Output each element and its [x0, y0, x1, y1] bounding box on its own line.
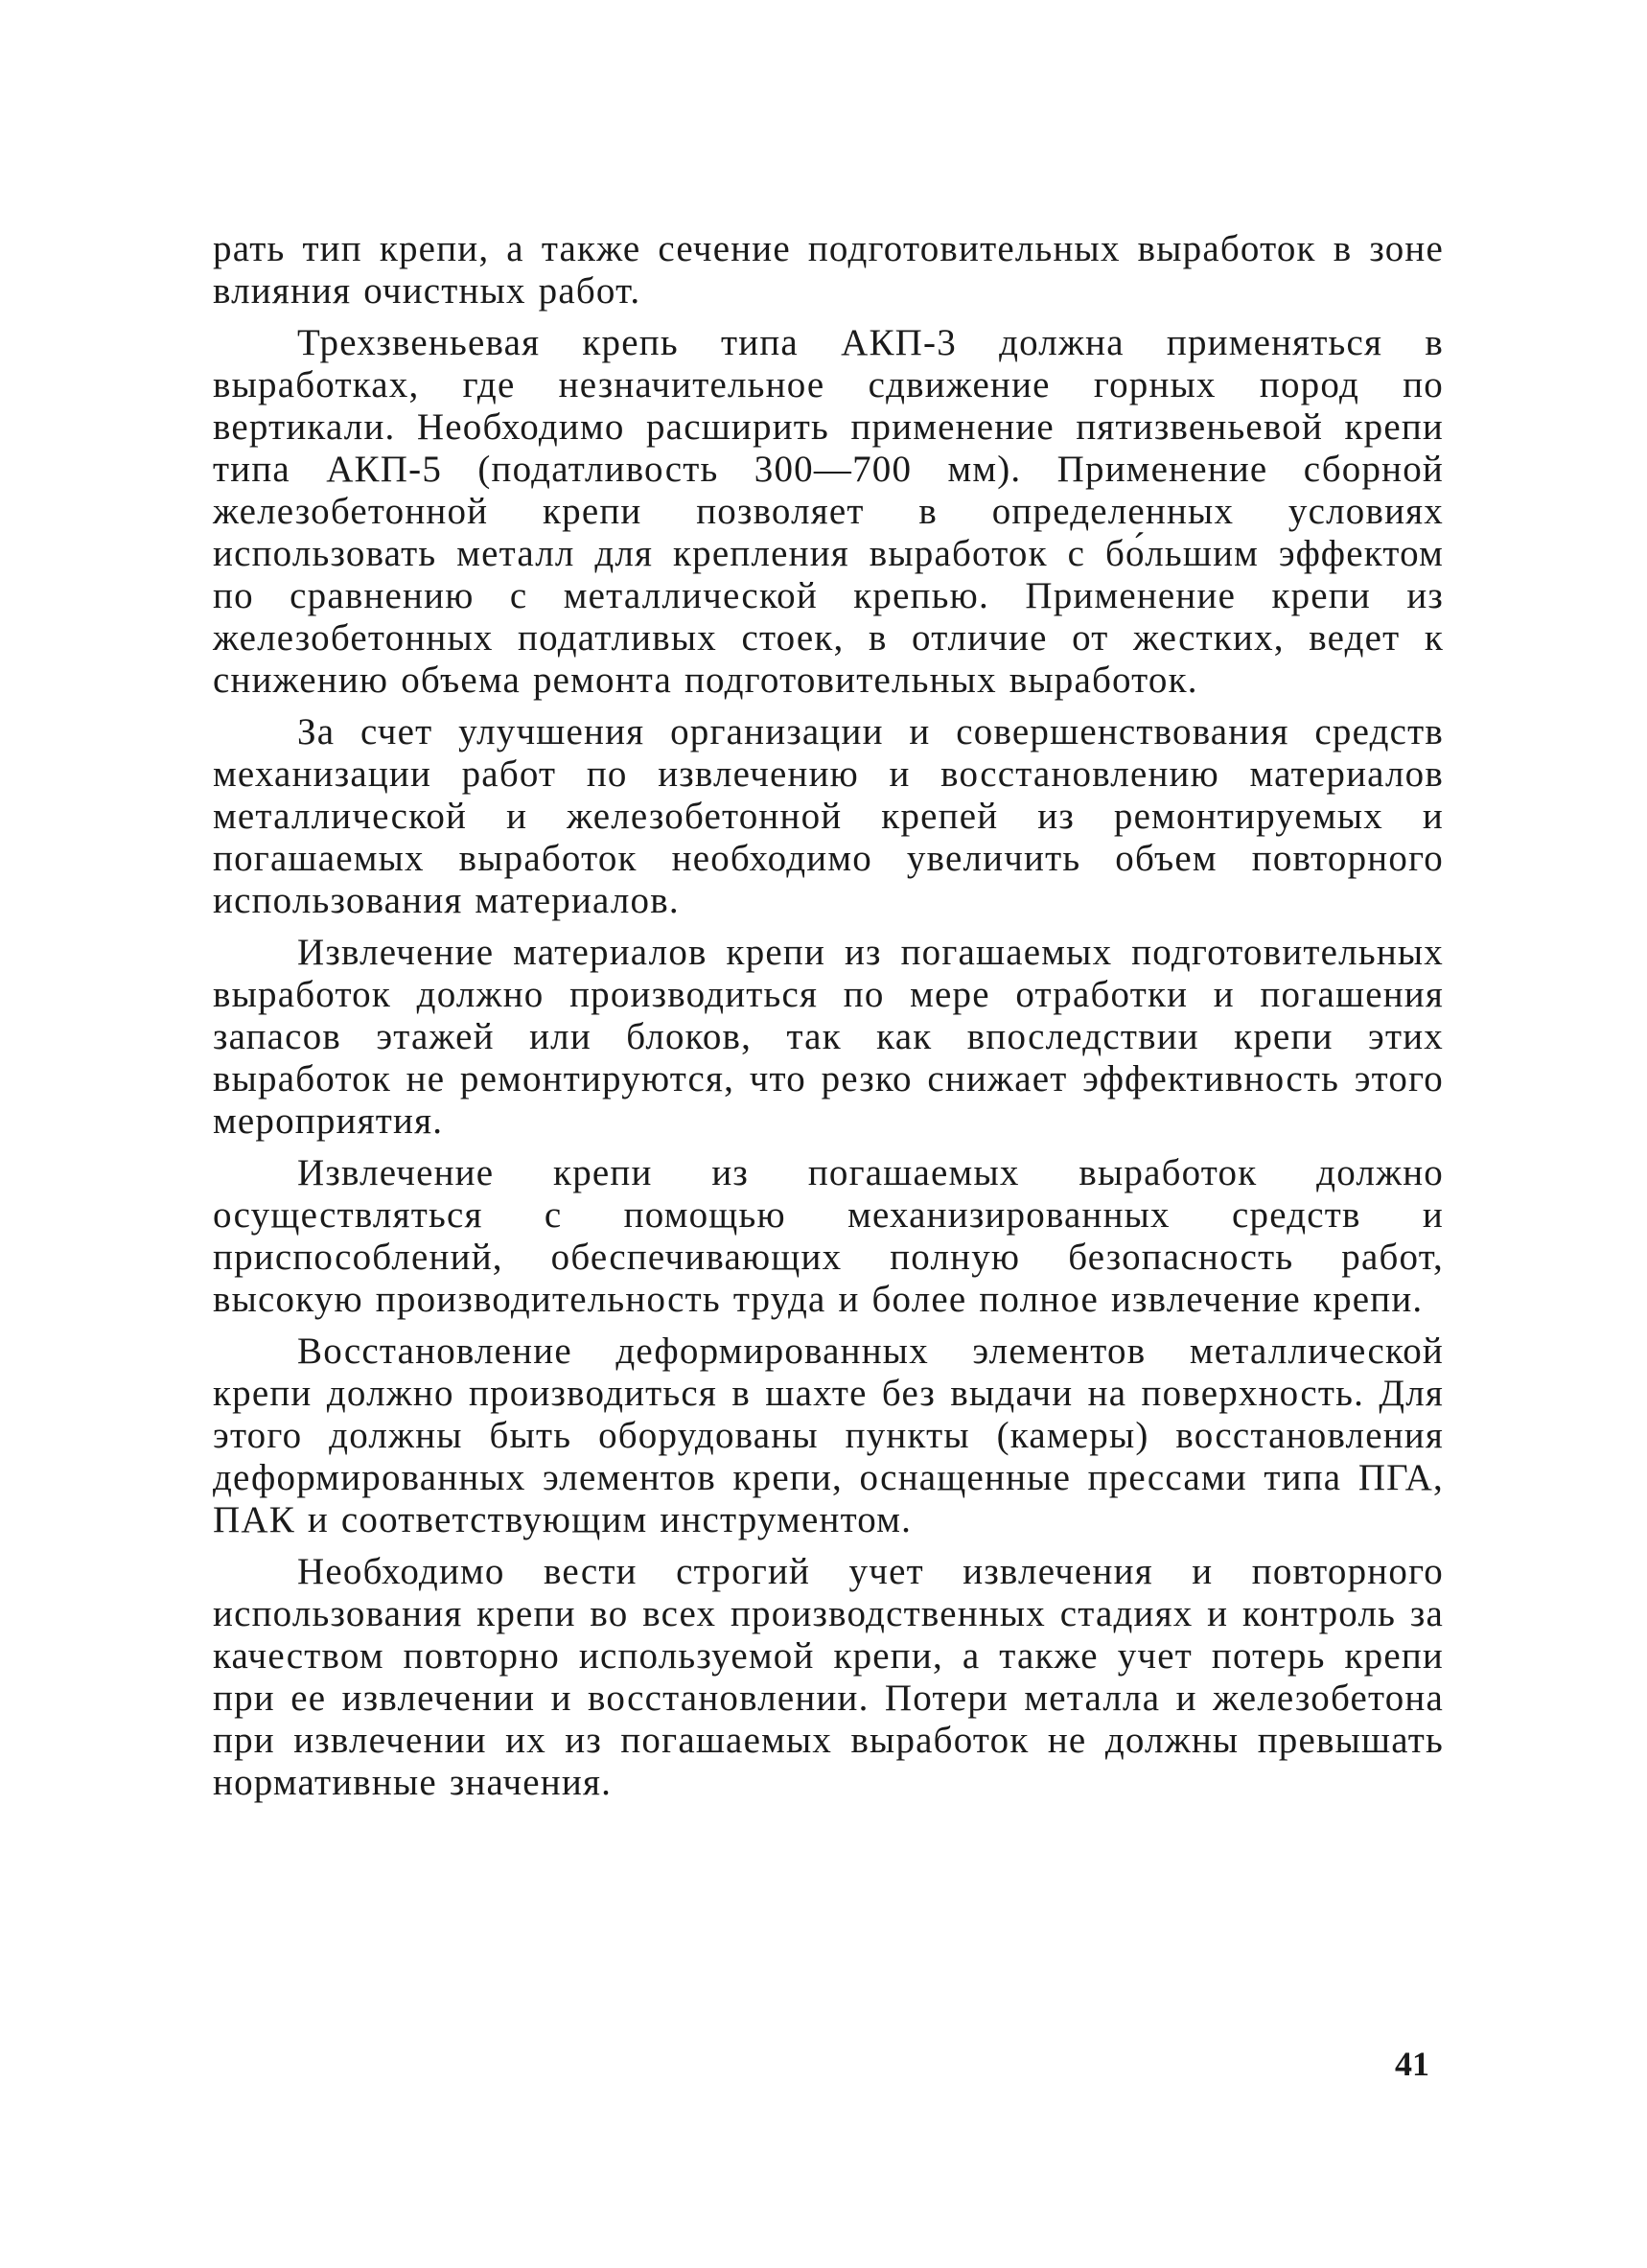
paragraph-extraction-means: Извлечение крепи из погашаемых выработок должно осуществляться с помощью механизированных средств и приспособлений, обеспечивающих полную безопасность работ, высокую производительность труда и более полное извлечение крепи.: [213, 1152, 1444, 1320]
paragraph-accounting: Необходимо вести строгий учет извлечения и повторного использования крепи во всех производственных стадиях и контроль за качеством повторно используемой крепи, а также учет потерь крепи при ее извлечении и восстановлении. Потери металла и железобетона при извлечении их из погашаемых выработок не должны превышать нормативные значения.: [213, 1551, 1444, 1803]
paragraph-restoration: Восстановление деформированных элементов металлической крепи должно производиться в шахте без выдачи на поверхность. Для этого должны быть оборудованы пункты (камеры) восстановления деформированных элементов крепи, оснащенные прессами типа ПГА, ПАК и соответствующим инструментом.: [213, 1331, 1444, 1540]
paragraph-extraction-timing: Извлечение материалов крепи из погашаемых подготовительных выработок должно производиться по мере отработки и погашения запасов этажей или блоков, так как впоследствии крепи этих выработок не ремонтируются, что резко снижает эффективность этого мероприятия.: [213, 932, 1444, 1142]
page-number: 41: [1395, 2045, 1429, 2083]
page-body: [213, 228, 1444, 1814]
paragraph-akp-support: Трехзвеньевая крепь типа АКП-3 должна применяться в выработках, где незначительное сдвижение горных пород по вертикали. Необходимо расширить применение пятизвеньевой крепи типа АКП-5 (податливость 300—700 мм). Применение сборной железобетонной крепи позволяет в определенных условиях использовать металл для крепления выработок с бо́льшим эффектом по сравнению с металлической крепью. Применение крепи из железобетонных податливых стоек, в отличие от жестких, ведет к снижению объема ремонта подготовительных выработок.: [213, 322, 1444, 701]
paragraph-continuation: рать тип крепи, а также сечение подготовительных выработок в зоне влияния очистных работ.: [213, 228, 1444, 312]
paragraph-reuse-materials: За счет улучшения организации и совершенствования средств механизации работ по извлечению и восстановлению материалов металлической и железобетонной крепей из ремонтируемых и погашаемых выработок необходимо увеличить объем повторного использования материалов.: [213, 711, 1444, 921]
